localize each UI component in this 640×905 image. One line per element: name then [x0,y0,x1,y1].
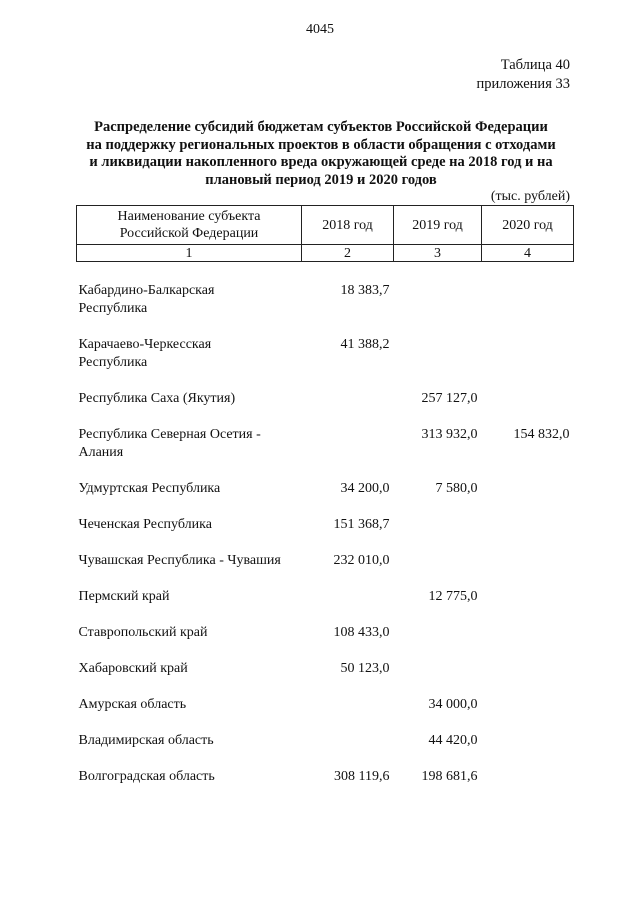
subject-name-cell [77,660,302,678]
value-cell-2019: 313 932,0 [421,427,478,442]
subject-name-cell [77,624,302,642]
value-cell-2018: 41 388,2 [340,337,390,352]
value-cell-2020 [482,336,574,372]
value-cell-2020 [482,480,574,498]
value-cell-2019: 198 681,6 [421,769,478,784]
header-row [77,206,574,245]
header-line: Российской Федерации [119,226,259,241]
subject-name-line: Волгоградская область [78,769,215,784]
header-line: Наименование субъекта [117,209,261,224]
value-cell-2018: 50 123,0 [340,661,390,676]
value-cell-2019 [394,552,482,570]
subject-name-line: Кабардино-Балкарская [78,283,215,298]
subject-name-cell [77,282,302,318]
value-cell-2019 [394,282,482,318]
value-cell-2020: 154 832,0 [513,427,570,442]
header-2019: 2019 год [394,206,482,245]
title-line: Распределение субсидий бюджетам субъектов Российской Федерации [94,119,548,135]
table-row [77,516,574,534]
value-cell-2020 [482,624,574,642]
column-number: 4 [482,245,574,262]
subject-name-line: Хабаровский край [78,661,188,676]
subject-name-line: Владимирская область [78,733,214,748]
value-cell-2019: 34 000,0 [428,697,478,712]
subject-name-cell [77,768,302,786]
value-cell-2018 [302,696,394,714]
value-cell-2019 [394,660,482,678]
subsidy-table [76,205,574,786]
table-row [77,282,574,318]
subject-name-line: Ставропольский край [78,625,208,640]
value-cell-2020 [482,660,574,678]
subject-name-line: Республика Северная Осетия - [78,427,261,442]
subject-name-cell [77,552,302,570]
value-cell-2018: 232 010,0 [333,553,390,568]
table-reference-line: Таблица 40 [500,57,570,73]
column-number-row [77,245,574,262]
subject-name-line: Пермский край [78,589,170,604]
header-2018: 2018 год [302,206,394,245]
subject-name-line: Республика Саха (Якутия) [78,391,236,406]
table-row [77,624,574,642]
subject-name-line: Удмуртская Республика [78,481,221,496]
value-cell-2020 [482,768,574,786]
table-row [77,732,574,750]
table-reference-line: приложения 33 [476,76,570,92]
value-cell-2020 [482,588,574,606]
value-cell-2018 [302,390,394,408]
value-cell-2019: 12 775,0 [428,589,478,604]
title-line: и ликвидации накопленного вреда окружающей среде на 2018 год и на [89,154,553,170]
header-subject-name [77,206,302,245]
page-number: 4045 [306,22,334,37]
table-row [77,426,574,462]
subject-name-line: Чеченская Республика [78,517,212,532]
subject-name-cell [77,390,302,408]
column-number: 2 [302,245,394,262]
value-cell-2018: 151 368,7 [333,517,390,532]
value-cell-2018 [302,588,394,606]
value-cell-2020 [482,732,574,750]
column-number: 3 [394,245,482,262]
value-cell-2019: 44 420,0 [428,733,478,748]
subject-name-line: Алания [78,445,124,460]
value-cell-2019 [394,624,482,642]
table-reference [477,56,570,94]
value-cell-2020 [482,696,574,714]
subject-name-line: Карачаево-Черкесская [78,337,212,352]
units-label: (тыс. рублей) [490,189,570,204]
value-cell-2018: 108 433,0 [333,625,390,640]
value-cell-2020 [482,282,574,318]
table-row [77,660,574,678]
table-row [77,336,574,372]
subject-name-cell [77,696,302,714]
subject-name-cell [77,588,302,606]
title-line: плановый период 2019 и 2020 годов [205,171,437,188]
subject-name-cell [77,480,302,498]
value-cell-2020 [482,552,574,570]
value-cell-2020 [482,390,574,408]
table-row [77,480,574,498]
subject-name-cell [77,732,302,750]
value-cell-2019 [394,336,482,372]
value-cell-2018: 308 119,6 [334,769,390,784]
table-row [77,696,574,714]
value-cell-2019: 7 580,0 [435,481,478,496]
title-line: на поддержку региональных проектов в области обращения с отходами [86,136,556,153]
value-cell-2019 [394,516,482,534]
table-row [77,390,574,408]
subject-name-cell [77,516,302,534]
subject-name-line: Амурская область [78,697,187,712]
table-row [77,552,574,570]
subject-name-cell [77,336,302,372]
table-row [77,768,574,786]
table-row [77,588,574,606]
table-body [77,262,574,787]
value-cell-2019: 257 127,0 [421,391,478,406]
subject-name-cell [77,426,302,462]
subject-name-line: Чувашская Республика - Чувашия [78,553,281,568]
header-2020: 2020 год [482,206,574,245]
document-title [70,119,572,189]
value-cell-2018 [302,732,394,750]
value-cell-2018 [302,426,394,462]
value-cell-2018: 34 200,0 [340,481,390,496]
value-cell-2018: 18 383,7 [340,283,390,298]
subject-name-line: Республика [78,301,148,316]
subject-name-line: Республика [78,355,148,370]
column-number: 1 [77,245,302,262]
value-cell-2020 [482,516,574,534]
